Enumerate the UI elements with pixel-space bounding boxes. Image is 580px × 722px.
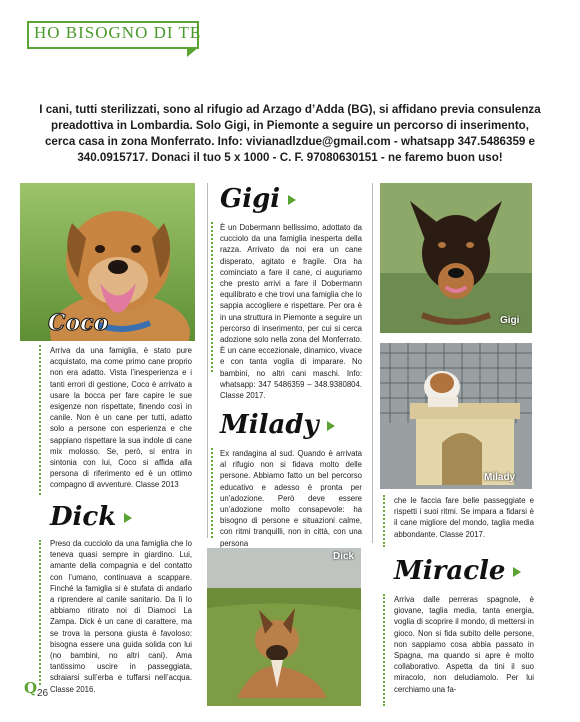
milady-dotted-rule [211,448,213,538]
milady-dotted-rule-2 [383,495,385,547]
intro-paragraph: I cani, tutti sterilizzati, sono al rifugio ad Arzago d’Adda (BG), si affidano previa consulenza preadottiva in Lombardia. Solo Gigi, in Piemonte a seguire un percorso di inserimento, cerca casa in zona Monferrato. Info: vivianadlzdue@gmail.com - whatsapp 347.5486359 e 340.0915717. Donaci il tuo 5 x 1000 - C. F. 97080630151 - ne faremo buon uso! [39,103,541,164]
miracle-dotted-rule [383,594,385,706]
milady-photo [380,343,532,489]
gigi-dotted-rule [211,222,213,372]
dick-description: Preso da cucciolo da una famiglia che lo teneva quasi sempre in giardino. Lui, amante della compagnia e del contatto con l’umano, continuava a scappare. Finché la famiglia si è stufata di andarlo a riprendere al canile sanitario. Da lì lo abbiamo ritirato noi di Diamoci La Zampa. Dick è un cane di carattere, ma se trova la persona giusta è favoloso: bisogna essere una guida solida con lui (no bambini, no altri cani). Ama tantissimo uscire in passeggiata, sdraiarsi sull’erba e tuffarsi nell’acqua. Classe 2016. [50,539,192,694]
section-title: HO BISOGNO DI TE [34,23,202,42]
arrow-icon [513,567,521,577]
column-rule-right [372,183,373,543]
milady-heading [220,412,335,438]
coco-description: Arriva da una famiglia, è stato pure acquistato, ma come primo cane proprio non era adatto. Vista l’inesperienza e i tanti errori di gestione, Coco è arrivato a usare la bocca per fare capire le sue esigenze non rispettate, finendo così in canile. Non è un cane per tutti, adatto solo a persone con esperienza e che sappiano rispettare la sua indole di cane mix molosso. Se, però, si entra in sintonia con lui, Coco si affida alla persona di riferimento ed è un ottimo compagno di avventure. Classe 2013 [50,346,192,490]
milady-description-part1: Ex randagina al sud. Quando è arrivata al rifugio non si fidava molto delle persone. Abbiamo fatto un bel percorso educativo e adesso è pronta per un’adozione. Però deve essere un’adozione molto consapevole: ha bisogno di persone e situazioni calme, con ritmi tranquilli, non in città, con una persona [220,449,362,548]
milady-name: Milady [220,410,319,440]
dick-photo [207,548,361,706]
dick-dotted-rule [39,540,41,685]
dick-heading [50,504,132,530]
header-underline [27,47,187,49]
gigi-description: È un Dobermann bellissimo, adottato da cucciolo da una famiglia inesperta della razza. Arrivato da noi era un cane disperato, agitato e fragile. Ora ha cominciato a fare il cane, ci auguriamo che presto arrivi a fare il Dobermann equilibrato e che trovi una famiglia che lo sappia accogliere e rispettare. Per ora è in una struttura in Piemonte a seguire un percorso di inserimento, per cui si cerca adozione solo nella zona del Monferrato. È un cane eccezionale, dinamico, vivace e con tanta voglia di imparare. No bambini, no altri cani maschi. Info: whatsapp: 347 5486359 – 348.9380804. Classe 2017. [220,223,362,401]
milady-photo-caption: Milady [484,472,516,483]
magazine-logo-icon: Q [24,679,38,697]
miracle-heading [394,558,521,584]
column-rule-left [207,183,208,538]
gigi-photo-caption: Gigi [500,315,520,326]
arrow-icon [124,513,132,523]
header-notch [187,47,199,57]
coco-name-overlay: Coco [48,310,109,336]
dick-name: Dick [50,502,117,532]
miracle-name: Miracle [394,556,506,586]
miracle-description: Arriva dalle perreras spagnole, è giovane, taglia media, tanta energia, voglia di scoprire il mondo, di mettersi in gioco. Non si fida subito delle persone, non sappiamo cosa abbia passato in Spagna, ma quando si apre è molto collaborativo. Aspetta da tini il suo miracolo, non deludiamolo. Per lui cerchiamo una fa- [394,595,534,694]
gigi-heading [220,186,296,212]
page-number: 26 [37,688,49,699]
coco-dotted-rule [39,345,41,495]
gigi-name: Gigi [220,184,281,214]
arrow-icon [327,421,335,431]
gigi-photo [380,183,532,333]
dick-photo-caption: Dick [333,551,355,562]
arrow-icon [288,195,296,205]
milady-description-part2: che le faccia fare belle passeggiate e rispetti i suoi ritmi. Se impara a fidarsi è il cane migliore del mondo, taglia media abbondante. Classe 2017. [394,496,534,539]
